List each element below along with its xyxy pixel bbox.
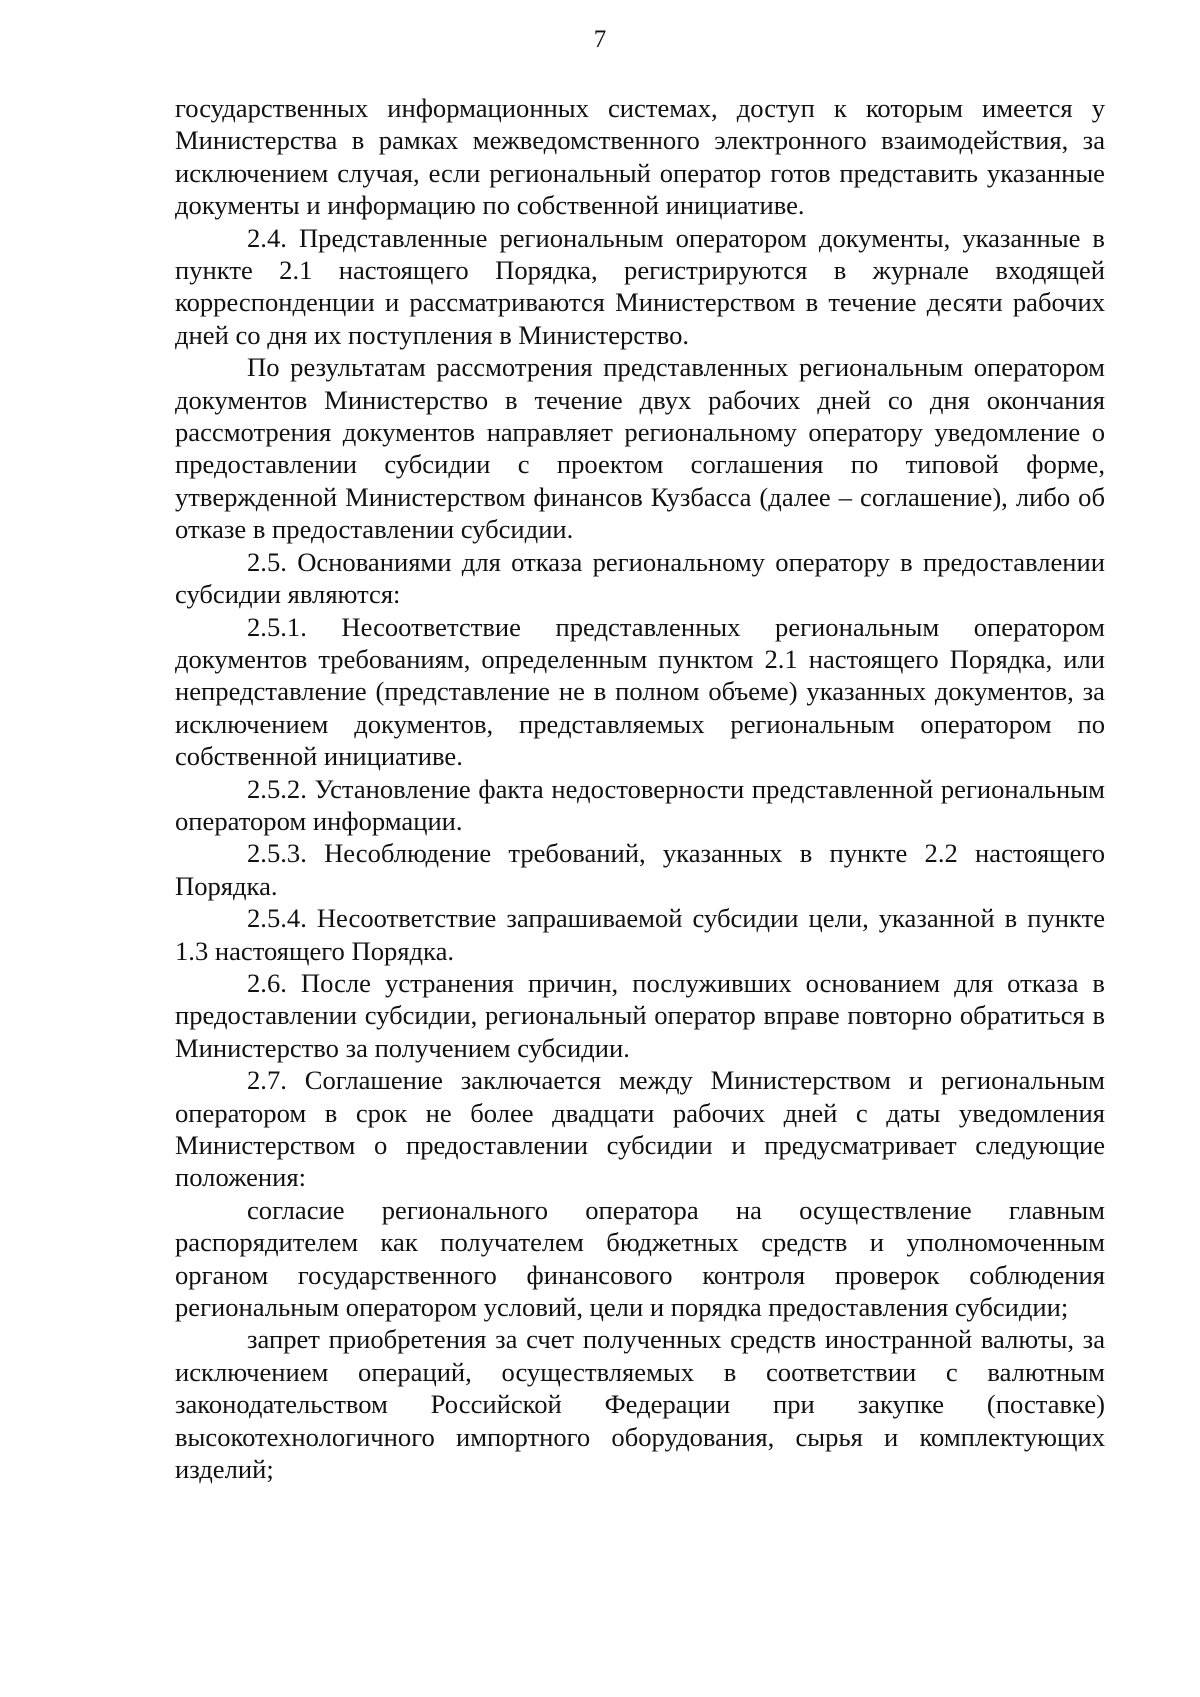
paragraph-2-4-results: По результатам рассмотрения представленных региональным оператором документов Министерство в течение двух рабочих дней со дня окончания рассмотрения документов направляет региональному оператору уведомление о предоставлении субсидии с проектом соглашения по типовой форме, утвержденной Министерством финансов Кузбасса (далее – соглашение), либо об отказе в предоставлении субсидии. bbox=[175, 352, 1105, 545]
page-number: 7 bbox=[593, 26, 607, 53]
paragraph-2-4: 2.4. Представленные региональным оператором документы, указанные в пункте 2.1 настоящего Порядка, регистрируются в журнале входящей корреспонденции и рассматриваются Министерством в течение десяти рабочих дней со дня их поступления в Министерство. bbox=[175, 222, 1105, 350]
paragraph-2-5-2: 2.5.2. Установление факта недостоверности представленной региональным оператором информации. bbox=[175, 773, 1105, 836]
paragraph-2-7-currency-ban: запрет приобретения за счет полученных средств иностранной валюты, за исключением операций, осуществляемых в соответствии с валютным законодательством Российской Федерации при закупке (поставке) высокотехнологичного импортного оборудования, сырья и комплектующих изделий; bbox=[175, 1324, 1105, 1485]
paragraph-2-6: 2.6. После устранения причин, послуживших основанием для отказа в предоставлении субсидии, региональный оператор вправе повторно обратиться в Министерство за получением субсидии. bbox=[175, 967, 1105, 1063]
paragraph-2-5-4: 2.5.4. Несоответствие запрашиваемой субсидии цели, указанной в пункте 1.3 настоящего Порядка. bbox=[175, 903, 1105, 966]
paragraph-2-5: 2.5. Основаниями для отказа региональному оператору в предоставлении субсидии являются: bbox=[175, 546, 1105, 610]
paragraph-2-7: 2.7. Соглашение заключается между Министерством и региональным оператором в срок не более двадцати рабочих дней с даты уведомления Министерством о предоставлении субсидии и предусматривает следующие положения: bbox=[175, 1065, 1105, 1193]
paragraph-continuation: государственных информационных системах, доступ к которым имеется у Министерства в рамках межведомственного электронного взаимодействия, за исключением случая, если региональный оператор готов представить указанные документы и информацию по собственной инициативе. bbox=[175, 93, 1105, 221]
paragraph-2-5-1: 2.5.1. Несоответствие представленных региональным оператором документов требованиям, определенным пунктом 2.1 настоящего Порядка, или непредставление (представление не в полном объеме) указанных документов, за исключением документов, представляемых региональным оператором по собственной инициативе. bbox=[175, 611, 1105, 772]
document-body bbox=[175, 92, 1105, 1485]
paragraph-2-7-consent: согласие регионального оператора на осуществление главным распорядителем как получателем бюджетных средств и уполномоченным органом государственного финансового контроля проверок соблюдения региональным оператором условий, цели и порядка предоставления субсидии; bbox=[175, 1194, 1105, 1323]
paragraph-2-5-3: 2.5.3. Несоблюдение требований, указанных в пункте 2.2 настоящего Порядка. bbox=[175, 838, 1105, 901]
